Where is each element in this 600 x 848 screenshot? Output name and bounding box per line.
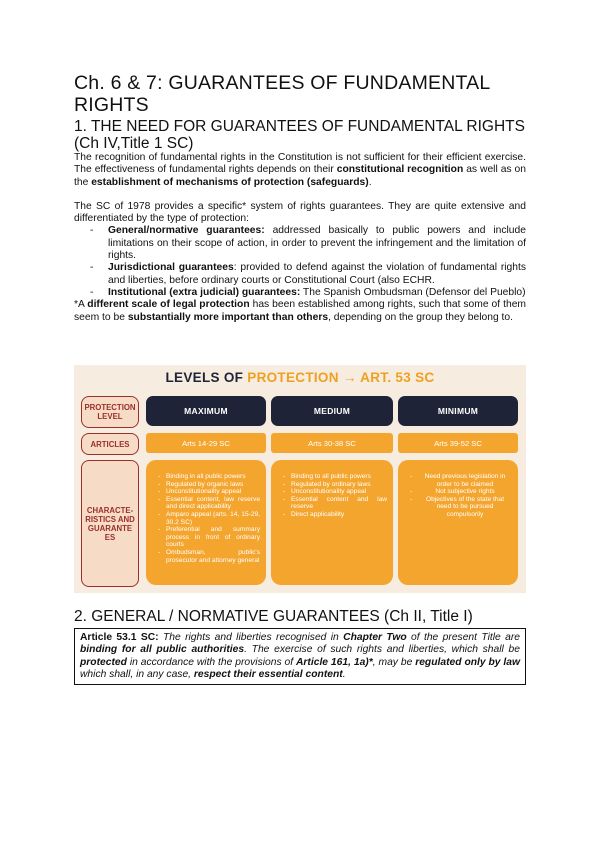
paragraph-recognition: The recognition of fundamental rights in the Constitution is not sufficient for their efficient exercise. The effectiveness of fundamental rights depends on their constitutional recognition as well as on the establishment of mechanisms of protection (safeguards).	[74, 152, 526, 188]
characteristics-medium	[271, 460, 393, 585]
list-item: - Institutional (extra judicial) guarantees: The Spanish Ombudsman (Defensor del Pueblo)	[108, 287, 526, 299]
header-maximum: MAXIMUM	[146, 396, 266, 426]
header-minimum: MINIMUM	[398, 396, 518, 426]
characteristics-minimum	[398, 460, 518, 585]
paragraph-system: The SC of 1978 provides a specific* system of rights guarantees. They are quite extensive and differentiated by the type of protection:	[74, 200, 526, 225]
articles-minimum: Arts 39-52 SC	[398, 433, 518, 453]
list-item: - Essential content and law reserve	[291, 496, 387, 511]
article-53-quote: Article 53.1 SC: The rights and liberties recognised in Chapter Two of the present Title are binding for all public authorities. The exercise of such rights and liberties, which shall be protected in accordance with the provisions of Article 161, 1a)*, may be regulated only by law which shall, in any case, respect their essential content.	[74, 628, 526, 685]
list-item: - Unconstitutionality appeal	[291, 488, 387, 496]
list-item: - Preferential and summary process in front of ordinary courts	[166, 526, 260, 549]
list-item: - Binding in all public powers	[166, 473, 260, 481]
list-item: - General/normative guarantees: addressed basically to public powers and include limitations on their scope of action, in order to prevent the infringement and the limitation of rights.	[108, 225, 526, 262]
document-page	[74, 72, 526, 324]
guarantee-list	[74, 225, 526, 299]
list-item: - Not subjective rights	[418, 488, 512, 496]
characteristics-maximum	[146, 460, 266, 585]
page-title: Ch. 6 & 7: GUARANTEES OF FUNDAMENTAL RIGHTS	[74, 72, 490, 116]
footnote-paragraph: *A different scale of legal protection has been established among rights, such that some of them seem to be substantially more important than others, depending on the group they belong to.	[74, 299, 526, 323]
articles-medium: Arts 30-38 SC	[271, 433, 393, 453]
section-2	[74, 608, 526, 625]
header-medium: MEDIUM	[271, 396, 393, 426]
list-item: - Objectives of the state that need to be pursued compulsorily	[418, 496, 512, 519]
list-item: - Amparo appeal (arts. 14, 15-29, 30.2 SC)	[166, 511, 260, 526]
infographic-title: LEVELS OF PROTECTION → ART. 53 SC	[165, 370, 435, 385]
list-item: - Unconstitutionality appeal	[166, 488, 260, 496]
list-item: - Binding to all public powers	[291, 473, 387, 481]
list-item: - Regulated by ordinary laws	[291, 481, 387, 489]
section-heading-2: 2. GENERAL / NORMATIVE GUARANTEES (Ch II, Title I)	[74, 608, 473, 625]
list-item: - Need previous legislation in order to be claimed	[418, 473, 512, 488]
protection-levels-infographic	[74, 365, 526, 593]
section-heading-1: 1. THE NEED FOR GUARANTEES OF FUNDAMENTAL RIGHTS (Ch IV,Title 1 SC)	[74, 118, 525, 152]
list-item: - Jurisdictional guarantees: provided to defend against the violation of fundamental rights and liberties, before ordinary courts or Constitutional Court (also ECHR.	[108, 262, 526, 287]
list-item: - Ombudsman, public's prosecutor and attorney general	[166, 549, 260, 564]
label-characteristics: CHARACTE-RISTICS AND GUARANTE ES	[81, 460, 139, 587]
articles-maximum: Arts 14-29 SC	[146, 433, 266, 453]
list-item: - Essential content, law reserve and direct applicability	[166, 496, 260, 511]
list-item: - Direct applicability	[291, 511, 387, 519]
label-articles: ARTICLES	[81, 433, 139, 455]
list-item: - Regulated by organic laws	[166, 481, 260, 489]
label-protection-level: PROTECTION LEVEL	[81, 396, 139, 428]
